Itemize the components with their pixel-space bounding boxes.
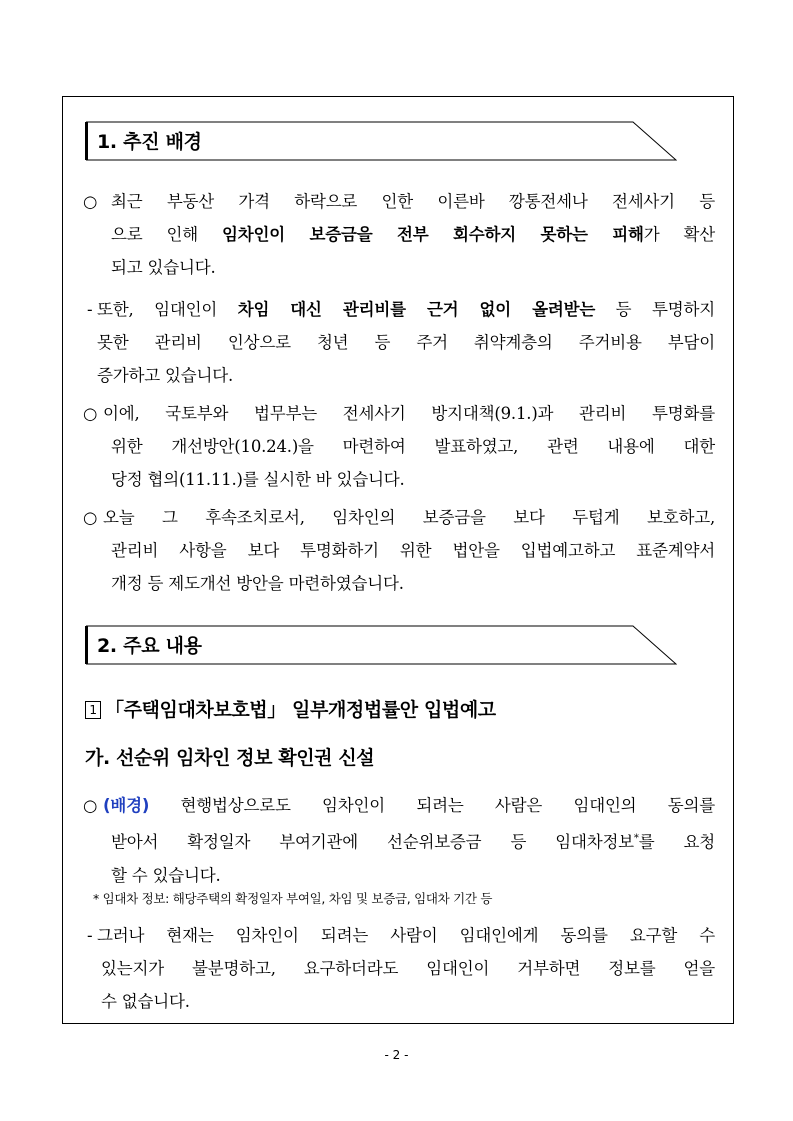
footnote: * 임대차 정보: 해당주택의 확정일자 부여일, 차임 및 보증금, 임대차 기간 등	[93, 891, 493, 906]
sub-heading: 가. 선순위 임차인 정보 확인권 신설	[85, 747, 375, 769]
text-line: 또한, 임대인이 차임 대신 관리비를 근거 없이 올려받는 등 투명하지	[97, 300, 715, 319]
section-title: 2. 주요 내용	[97, 635, 202, 657]
text-line: 되고 있습니다.	[111, 258, 216, 277]
text-line: 수 없습니다.	[101, 992, 190, 1011]
text-line: (배경) 현행법상으로도 임차인이 되려는 사람은 임대인의 동의를	[103, 796, 715, 815]
boxed-number: 1	[85, 701, 101, 719]
text-line: 위한 개선방안(10.24.)을 마련하여 발표하였고, 관련 내용에 대한	[111, 437, 715, 456]
text-line: 있는지가 불분명하고, 요구하더라도 임대인이 거부하면 정보를 얻을	[101, 959, 715, 978]
circle-bullet-icon: ○	[83, 192, 98, 211]
section-title: 1. 추진 배경	[97, 131, 202, 153]
section-header-background	[85, 121, 677, 159]
page-number: - 2 -	[384, 1048, 409, 1062]
text-line: 못한 관리비 인상으로 청년 등 주거 취약계층의 주거비용 부담이	[97, 333, 715, 352]
text-line: 관리비 사항을 보다 투명화하기 위한 법안을 입법예고하고 표준계약서	[111, 541, 715, 560]
text-line: 개정 등 제도개선 방안을 마련하였습니다.	[111, 574, 404, 593]
circle-bullet-icon: ○	[83, 404, 98, 423]
item-heading: 1 「주택임대차보호법」 일부개정법률안 입법예고	[85, 695, 496, 722]
text-line: 최근 부동산 가격 하락으로 인한 이른바 깡통전세나 전세사기 등	[111, 192, 715, 211]
paragraph	[87, 293, 715, 392]
dash-bullet: -	[87, 926, 93, 945]
paragraph	[83, 397, 715, 496]
circle-bullet-icon: ○	[83, 508, 98, 527]
text-line: 받아서 확정일자 부여기관에 선순위보증금 등 임대차정보*를 요청	[111, 832, 715, 852]
text-line: 오늘 그 후속조치로서, 임차인의 보증금을 보다 두텁게 보호하고,	[103, 508, 715, 527]
text-line: 할 수 있습니다.	[111, 865, 221, 885]
footnote-marker: *	[633, 833, 639, 844]
background-tag: (배경)	[103, 796, 150, 815]
dash-bullet: -	[87, 300, 93, 319]
text-line: 이에, 국토부와 법무부는 전세사기 방지대책(9.1.)과 관리비 투명화를	[103, 404, 715, 423]
content-frame	[62, 96, 734, 1024]
paragraph	[83, 789, 715, 892]
paragraph	[83, 501, 715, 600]
circle-bullet-icon: ○	[83, 796, 98, 815]
text-line: 당정 협의(11.11.)를 실시한 바 있습니다.	[111, 470, 405, 489]
emphasis-text: 임차인이 보증금을 전부 회수하지 못하는 피해	[222, 225, 644, 244]
text-line: 증가하고 있습니다.	[97, 366, 234, 385]
paragraph	[83, 185, 715, 284]
emphasis-text: 차임 대신 관리비를 근거 없이 올려받는	[237, 300, 596, 319]
text-line: 그러나 현재는 임차인이 되려는 사람이 임대인에게 동의를 요구할 수	[97, 926, 715, 945]
text-line: 으로 인해 임차인이 보증금을 전부 회수하지 못하는 피해가 확산	[111, 225, 716, 244]
section-header-background	[85, 625, 677, 663]
paragraph	[87, 919, 715, 1018]
